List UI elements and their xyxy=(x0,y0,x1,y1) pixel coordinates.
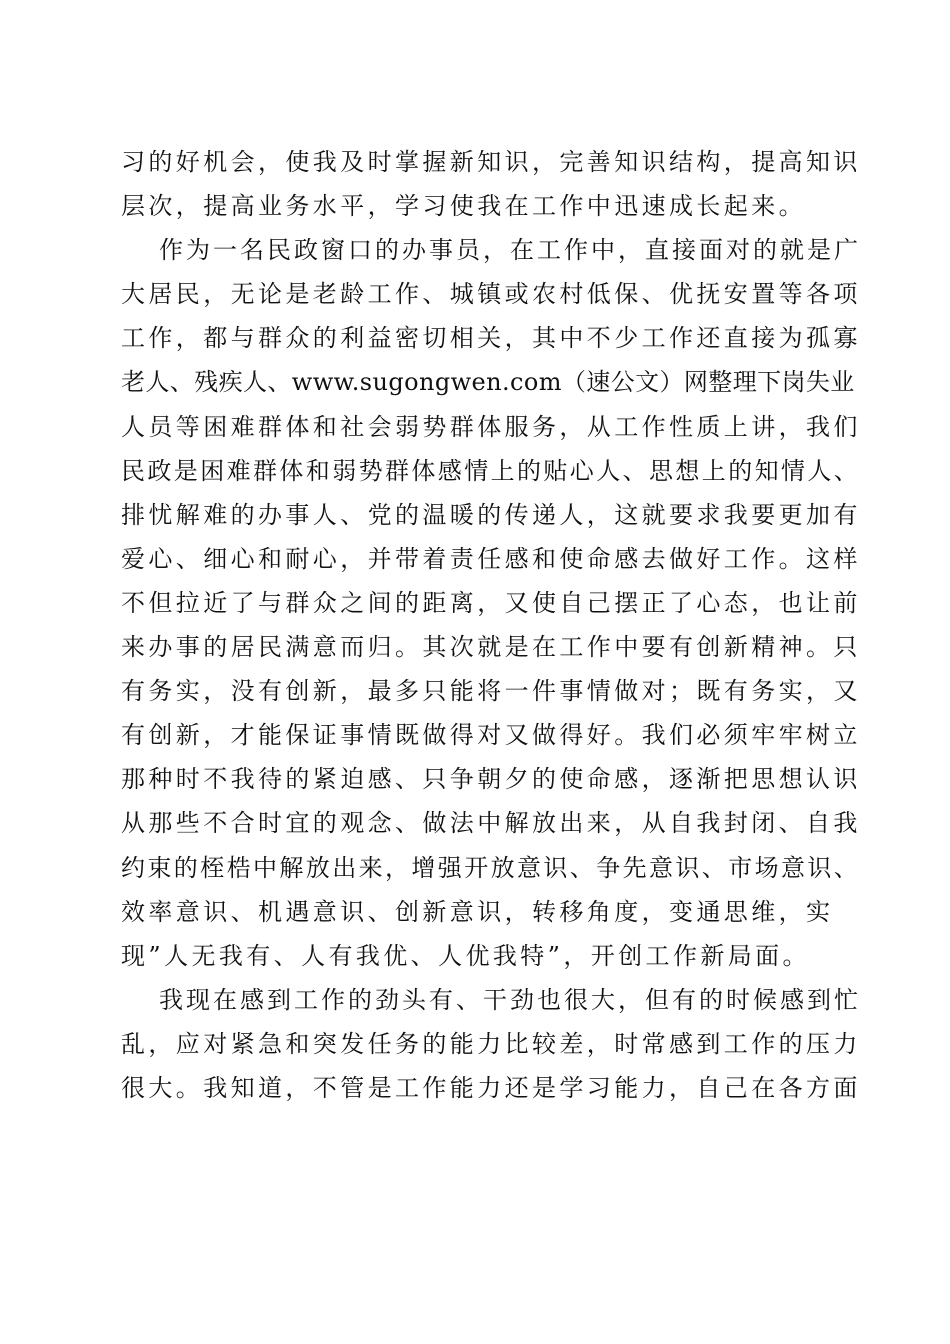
paragraph-continued xyxy=(121,140,861,228)
text-line: 作为一名民政窗口的办事员，在工作中，直接面对的就是广 xyxy=(159,236,861,265)
paragraph-civil-affairs-work xyxy=(121,228,861,978)
text-line: 从那些不合时宜的观念、做法中解放出来，从自我封闭、自我 xyxy=(121,809,861,838)
text-line: 层次，提高业务水平，学习使我在工作中迅速成长起来。 xyxy=(121,192,806,221)
text-line: 人员等困难群体和社会弱势群体服务，从工作性质上讲，我们 xyxy=(121,412,861,441)
paragraph-work-pressure xyxy=(121,978,861,1110)
text-line: 老人、残疾人、www.sugongwen.com（速公文）网整理下岗失业 xyxy=(121,368,855,397)
text-line: 那种时不我待的紧迫感、只争朝夕的使命感，逐渐把思想认识 xyxy=(121,765,861,794)
body-text xyxy=(121,140,861,1110)
text-line: 大居民，无论是老龄工作、城镇或农村低保、优抚安置等各项 xyxy=(121,280,861,309)
text-line: 我现在感到工作的劲头有、干劲也很大，但有的时候感到忙 xyxy=(159,985,861,1014)
text-line: 有创新，才能保证事情既做得对又做得好。我们必须牢牢树立 xyxy=(121,721,861,750)
text-line: 来办事的居民满意而归。其次就是在工作中要有创新精神。只 xyxy=(121,633,861,662)
text-line: 习的好机会，使我及时掌握新知识，完善知识结构，提高知识 xyxy=(121,148,861,176)
text-line: 工作，都与群众的利益密切相关，其中不少工作还直接为孤寡 xyxy=(121,324,861,353)
text-line: 乱，应对紧急和突发任务的能力比较差，时常感到工作的压力 xyxy=(121,1029,861,1058)
text-line: 不但拉近了与群众之间的距离，又使自己摆正了心态，也让前 xyxy=(121,588,861,617)
text-line: 排忧解难的办事人、党的温暖的传递人，这就要求我要更加有 xyxy=(121,500,861,529)
text-line: 很大。我知道，不管是工作能力还是学习能力，自己在各方面 xyxy=(121,1073,861,1102)
text-line: 现”人无我有、人有我优、人优我特”，开创工作新局面。 xyxy=(121,941,810,970)
text-line: 约束的桎梏中解放出来，增强开放意识、争先意识、市场意识、 xyxy=(121,853,861,882)
text-line: 爱心、细心和耐心，并带着责任感和使命感去做好工作。这样 xyxy=(121,544,861,573)
text-line: 有务实，没有创新，最多只能将一件事情做对；既有务实，又 xyxy=(121,677,861,706)
text-line: 效率意识、机遇意识、创新意识，转移角度，变通思维，实 xyxy=(121,897,834,926)
text-line: 民政是困难群体和弱势群体感情上的贴心人、思想上的知情人、 xyxy=(121,456,861,485)
